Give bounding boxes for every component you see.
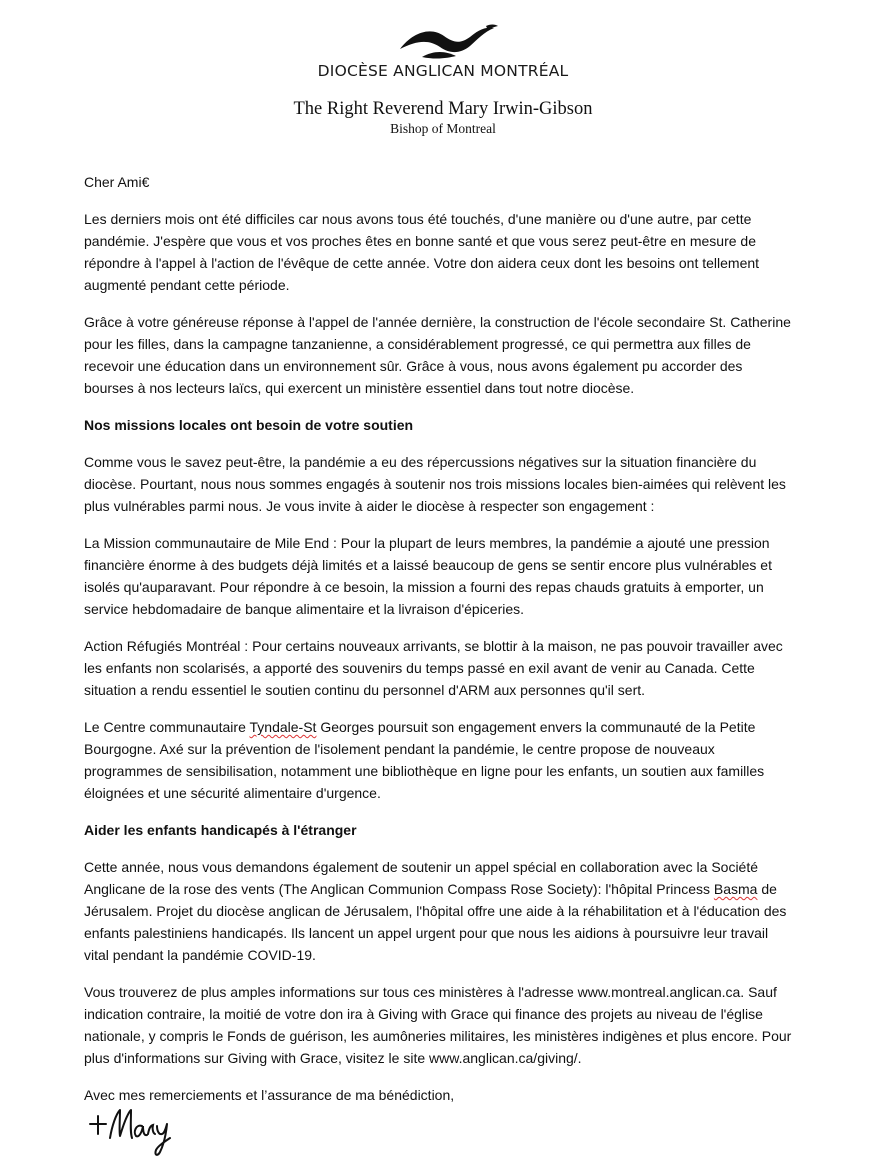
letter-body [84, 171, 796, 1121]
organization-name: DIOCÈSE ANGLICAN MONTRÉAL [317, 62, 569, 80]
bishop-title: Bishop of Montreal [390, 121, 496, 136]
closing: Avec mes remerciements et l’assurance de ma bénédiction, [84, 1087, 455, 1103]
paragraph: Action Réfugiés Montréal : Pour certains nouveaux arrivants, se blottir à la maison, ne pas pouvoir travailler avec les enfants non scolarisés, a apporté des souvenirs du temps passé en exil avant de venir au Canada. Cette situation a rendu essentiel le soutien continu du personnel d'ARM aux personnes qu'il sert. [84, 638, 783, 698]
text-span: Georges poursuit son engagement envers la communauté de la Petite Bourgogne. Axé sur la prévention de l'isolement pendant la pandémie, le centre propose de nouveaux programmes de sensibilisation, notamment une bibliothèque en ligne pour les enfants, un soutien aux familles éloignées et une sécurité alimentaire d'urgence. [84, 719, 765, 801]
text-span: Le Centre communautaire [84, 719, 250, 735]
paragraph [84, 856, 796, 966]
paragraph: Les derniers mois ont été difficiles car nous avons tous été touchés, d'une manière ou d'une autre, par cette pandémie. J'espère que vous et vos proches êtes en bonne santé et que vous serez peut-être en mesure de répondre à l'appel à l'action de l'évêque de cette année. Votre don aidera ceux dont les besoins ont tellement augmenté pendant cette période. [84, 211, 760, 293]
paragraph: Vous trouverez de plus amples informations sur tous ces ministères à l'adresse www.montreal.anglican.ca. Sauf indication contraire, la moitié de votre don ira à Giving with Grace qui finance des projets au niveau de l'église nationale, y compris le Fonds de guérison, les aumôneries militaires, les ministères indigènes et plus encore. Pour plus d'informations sur Giving with Grace, visitez le site www.anglican.ca/giving/. [84, 984, 792, 1066]
section-heading: Nos missions locales ont besoin de votre soutien [84, 417, 414, 433]
section-heading: Aider les enfants handicapés à l'étranger [84, 822, 357, 838]
text-span: de Jérusalem. Projet du diocèse anglican de Jérusalem, l'hôpital offre une aide à la réhabilitation et à l'éducation des enfants palestiniens handicapés. Ils lancent un appel urgent pour que nous les aidions à poursuivre leur travail vital pendant la pandémie COVID-19. [84, 881, 787, 963]
paragraph: Comme vous le savez peut-être, la pandémie a eu des répercussions négatives sur la situation financière du diocèse. Pourtant, nous nous sommes engagés à soutenir nos trois missions locales bien-aimées qui relèvent les plus vulnérables parmi nous. Je vous invite à aider le diocèse à respecter son engagement : [84, 454, 786, 514]
handwritten-signature [86, 1104, 178, 1160]
paragraph [84, 716, 796, 804]
diocese-logo-mark-icon [398, 22, 500, 62]
salutation: Cher Ami€ [84, 174, 150, 190]
misspelled-word: Basma [713, 881, 758, 897]
paragraph: Grâce à votre généreuse réponse à l'appel de l'année dernière, la construction de l'école secondaire St. Catherine pour les filles, dans la campagne tanzanienne, a considérablement progressé, ce qui permettra aux filles de recevoir une éducation dans un environnement sûr. Grâce à vous, nous avons également pu accorder des bourses à nos lecteurs laïcs, qui exercent un ministère essentiel dans tout notre diocèse. [84, 314, 791, 396]
misspelled-word: Tyndale-St [249, 719, 317, 735]
bishop-name: The Right Reverend Mary Irwin-Gibson [293, 99, 593, 119]
paragraph: La Mission communautaire de Mile End : Pour la plupart de leurs membres, la pandémie a ajouté une pression financière énorme à des budgets déjà limités et a laissé beaucoup de gens se sentir encore plus vulnérables et isolés qu'auparavant. Pour répondre à ce besoin, la mission a fourni des repas chauds gratuits à emporter, un service hebdomadaire de banque alimentaire et la livraison d'épiceries. [84, 535, 772, 617]
text-span: Cette année, nous vous demandons également de soutenir un appel spécial en collaboration avec la Société Anglicane de la rose des vents (The Anglican Communion Compass Rose Society): l'hôpital Princess [84, 859, 759, 897]
